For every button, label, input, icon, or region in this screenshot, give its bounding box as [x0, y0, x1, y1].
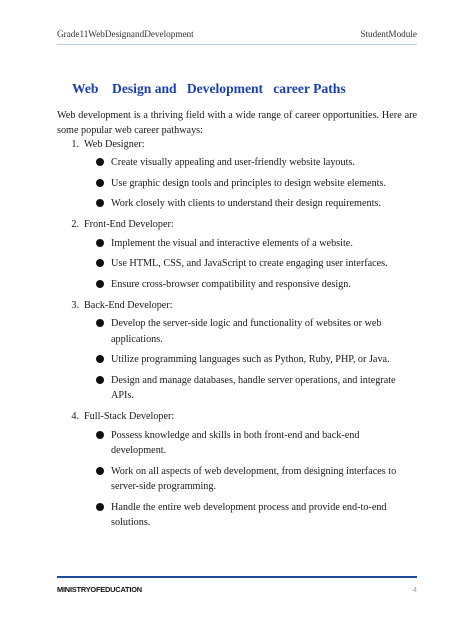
career-path-item [57, 297, 417, 406]
career-path-item [57, 409, 417, 533]
bullet-text: Design and manage databases, handle server operations, and integrate APIs. [111, 374, 396, 401]
bullet-text: Use HTML, CSS, and JavaScript to create engaging user interfaces. [111, 258, 388, 269]
bullet-item [57, 233, 417, 254]
path-name: Full-Stack Developer: [84, 411, 175, 422]
bullet-icon [96, 376, 104, 384]
header-module-title: Grade11WebDesignandDevelopment [57, 29, 194, 39]
bullet-icon [96, 319, 104, 327]
bullet-item [57, 349, 417, 370]
bullet-icon [96, 355, 104, 363]
path-number: 3. [71, 299, 79, 311]
bullet-item [57, 425, 417, 461]
bullet-text: Develop the server-side logic and functionality of websites or web applications. [111, 318, 382, 345]
bullet-text: Work closely with clients to understand their design requirements. [111, 198, 381, 209]
header-divider [57, 44, 417, 45]
path-number: 1. [71, 138, 79, 150]
path-name: Back-End Developer: [84, 299, 173, 311]
bullet-text: Work on all aspects of web development, from designing interfaces to server-side programming. [111, 465, 397, 492]
bullet-item [57, 313, 417, 349]
bullet-item [57, 461, 417, 497]
page-footer [57, 585, 417, 594]
bullet-text: Implement the visual and interactive elements of a website. [111, 237, 353, 249]
career-path-item [57, 136, 417, 214]
bullet-text: Ensure cross-browser compatibility and responsive design. [111, 278, 351, 290]
intro-paragraph: Web development is a thriving field with a wide range of career opportunities. Here are some popular web career pathways: [57, 110, 417, 136]
bullet-item [57, 370, 417, 406]
path-name: Web Designer: [84, 138, 145, 150]
bullet-icon [96, 467, 104, 475]
bullet-icon [96, 179, 104, 187]
bullet-icon [96, 280, 104, 288]
bullet-text: Handle the entire web development process and provide end-to-end solutions. [111, 501, 387, 528]
bullet-item [57, 274, 417, 295]
footer-divider [57, 576, 417, 578]
page-header [57, 26, 417, 42]
header-module-type: StudentModule [360, 29, 417, 39]
path-number: 4. [71, 411, 79, 422]
footer-ministry-label: MINISTRYOFEDUCATION [57, 585, 142, 594]
bullet-text: Utilize programming languages such as Python, Ruby, PHP, or Java. [111, 354, 390, 365]
page-number: 4 [412, 585, 417, 594]
path-number: 2. [71, 219, 79, 230]
bullet-icon [96, 431, 104, 439]
bullet-text: Possess knowledge and skills in both front-end and back-end development. [111, 429, 360, 456]
bullet-icon [96, 259, 104, 267]
bullet-item [57, 193, 417, 214]
bullet-text: Use graphic design tools and principles to design website elements. [111, 177, 387, 189]
bullet-item [57, 173, 417, 194]
bullet-icon [96, 239, 104, 247]
career-paths-list [57, 136, 417, 536]
bullet-item [57, 253, 417, 274]
bullet-icon [96, 158, 104, 166]
bullet-text: Create visually appealing and user-friendly website layouts. [111, 157, 355, 168]
bullet-icon [96, 199, 104, 207]
career-path-item [57, 217, 417, 295]
bullet-item [57, 152, 417, 173]
path-name: Front-End Developer: [84, 219, 174, 230]
page-title: Web Design and Development career Paths [72, 81, 346, 96]
bullet-icon [96, 503, 104, 511]
bullet-item [57, 497, 417, 533]
